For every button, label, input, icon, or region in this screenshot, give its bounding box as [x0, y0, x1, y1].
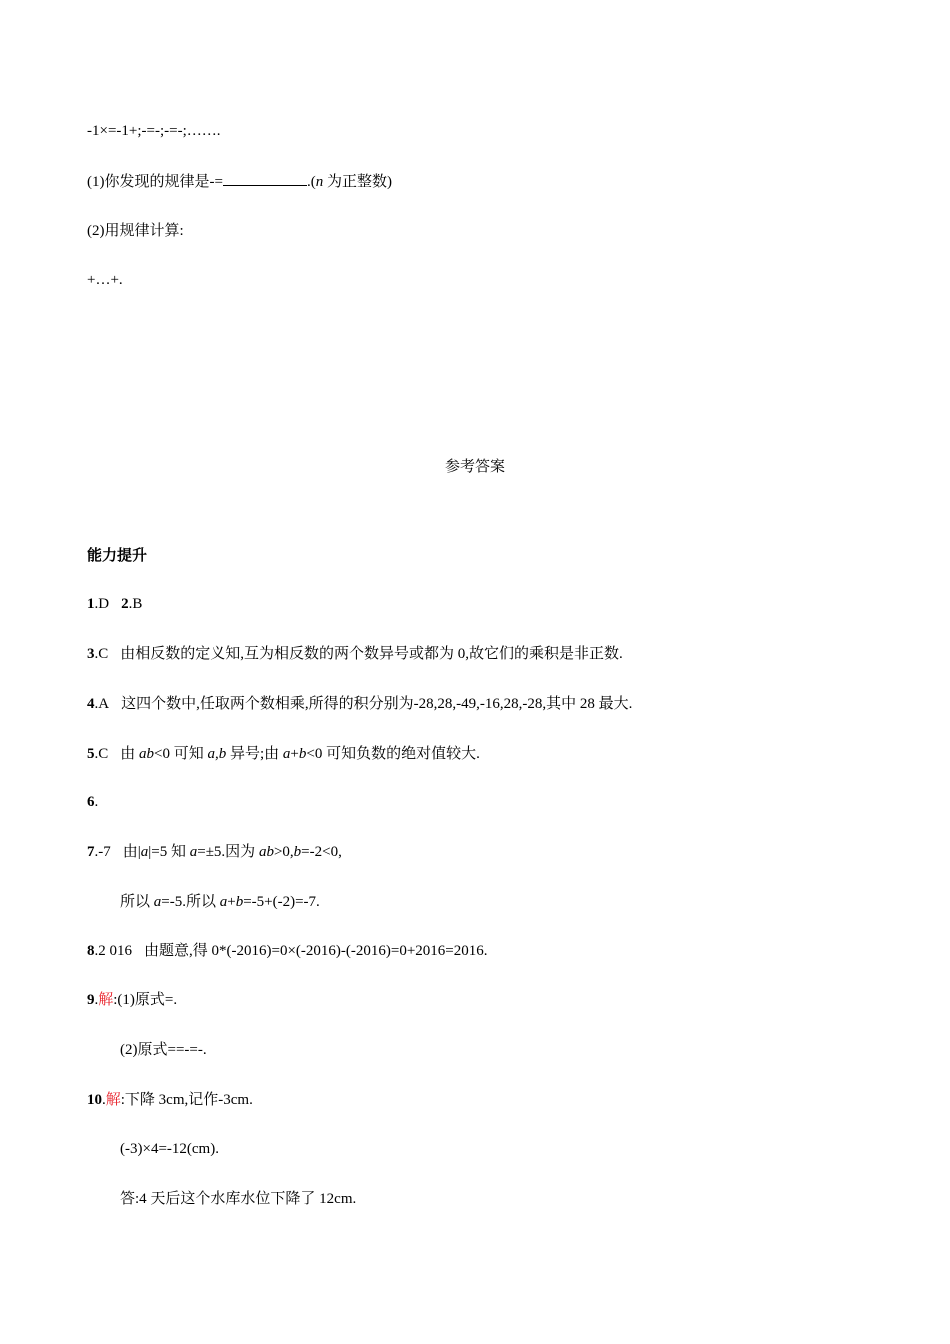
answer-7-text: =-5+(-2)=-7. [243, 894, 320, 910]
answer-5-text: <0 可知负数的绝对值较大. [306, 746, 480, 762]
answer-6-number: 6 [87, 794, 95, 810]
answer-10 [87, 1090, 253, 1110]
answer-7-text: 由| [122, 844, 141, 860]
answer-10-line-2-text: (-3)×4=-12(cm). [120, 1141, 219, 1157]
sequence-text: -1×=-1+;-=-;-=-;……. [87, 123, 221, 139]
answer-1-2 [87, 594, 142, 614]
answer-blank [223, 171, 307, 186]
answer-10-line-1: :下降 3cm,记作-3cm. [120, 1092, 253, 1108]
question-1-prefix: (1)你发现的规律是-= [87, 174, 223, 190]
answer-5-text: 由 [120, 746, 140, 762]
answer-7-text: =-5.所以 [161, 894, 220, 910]
answer-7-text: 所以 [120, 894, 154, 910]
answer-3-number: 3 [87, 646, 95, 662]
answer-7-var: b [293, 844, 302, 860]
answers-title: 参考答案 [444, 459, 505, 475]
answer-9-dot: . [94, 992, 99, 1008]
question-1-suffix-a: .( [306, 174, 316, 190]
answer-9-solve-label: 解 [98, 992, 114, 1008]
answer-5-choice: .C [94, 746, 109, 762]
answer-9-line-1: :(1)原式=. [113, 992, 178, 1008]
answer-6 [87, 792, 98, 812]
answer-3-choice: .C [94, 646, 109, 662]
answer-5-text: , [215, 746, 219, 762]
answer-7-text: =-2<0, [301, 844, 342, 860]
answer-5-text: 异号;由 [226, 746, 283, 762]
answer-10-line-3 [120, 1189, 356, 1209]
answer-7-result: .-7 [94, 844, 111, 860]
answer-5 [87, 744, 480, 764]
section-heading: 能力提升 [87, 546, 148, 564]
answer-7-text: =±5.因为 [197, 844, 259, 860]
answer-8-number: 8 [87, 943, 95, 959]
answer-4 [87, 694, 632, 714]
answer-10-line-3-text: 答:4 天后这个水库水位下降了 12cm. [120, 1191, 357, 1207]
expression-text: +…+. [87, 272, 123, 288]
answer-8-explanation: 由题意,得 0*(-2016)=0×(-2016)-(-2016)=0+2016=2016. [144, 943, 488, 959]
answer-1-number: 1 [87, 596, 95, 612]
answer-7-var: a [140, 844, 149, 860]
answer-2-choice: .B [128, 596, 143, 612]
answer-7-number: 7 [87, 844, 95, 860]
answer-7-text: >0, [273, 844, 294, 860]
answer-7-var: a [153, 894, 162, 910]
expression-line [87, 270, 123, 290]
answer-10-line-2 [120, 1139, 219, 1159]
answer-10-number: 10 [87, 1092, 102, 1108]
answer-4-choice: .A [94, 696, 110, 712]
answer-5-var: b [218, 746, 227, 762]
answer-10-solve-label: 解 [105, 1092, 121, 1108]
answer-7-line-2 [120, 892, 320, 912]
answer-7-text: + [227, 894, 236, 910]
answer-5-var: a [207, 746, 215, 762]
answer-3 [87, 644, 623, 664]
answer-6-text: . [94, 794, 99, 810]
answer-5-var: b [298, 746, 307, 762]
question-1 [87, 171, 392, 192]
answer-7-var: ab [258, 844, 274, 860]
answer-2-number: 2 [121, 596, 129, 612]
answer-7-var: a [219, 894, 228, 910]
answer-5-text: <0 可知 [154, 746, 208, 762]
answer-8-result: .2 016 [94, 943, 132, 959]
answer-4-number: 4 [87, 696, 95, 712]
answer-4-explanation: 这四个数中,任取两个数相乘,所得的积分别为-28,28,-49,-16,28,-28,其中 28 最大. [121, 696, 633, 712]
answer-9-number: 9 [87, 992, 95, 1008]
answer-7 [87, 842, 342, 862]
question-2 [87, 221, 184, 241]
answer-1-choice: .D [94, 596, 110, 612]
answer-9 [87, 990, 177, 1010]
question-1-variable: n [315, 174, 324, 190]
answer-7-var: a [189, 844, 198, 860]
question-2-text: (2)用规律计算: [87, 223, 184, 239]
question-1-suffix-b: 为正整数) [323, 174, 392, 190]
answer-9-line-2 [120, 1040, 207, 1060]
answer-8 [87, 941, 488, 961]
answer-5-number: 5 [87, 746, 95, 762]
answer-7-text: |=5 知 [148, 844, 190, 860]
answer-10-dot: . [102, 1092, 106, 1108]
answer-5-var: a [282, 746, 291, 762]
answer-3-explanation: 由相反数的定义知,互为相反数的两个数异号或都为 0,故它们的乘积是非正数. [120, 646, 623, 662]
sequence-line [87, 121, 221, 141]
answer-5-var: ab [139, 746, 155, 762]
answer-9-line-2-text: (2)原式==-=-. [120, 1042, 207, 1058]
answer-5-text: + [290, 746, 299, 762]
answer-7-var: b [235, 894, 244, 910]
